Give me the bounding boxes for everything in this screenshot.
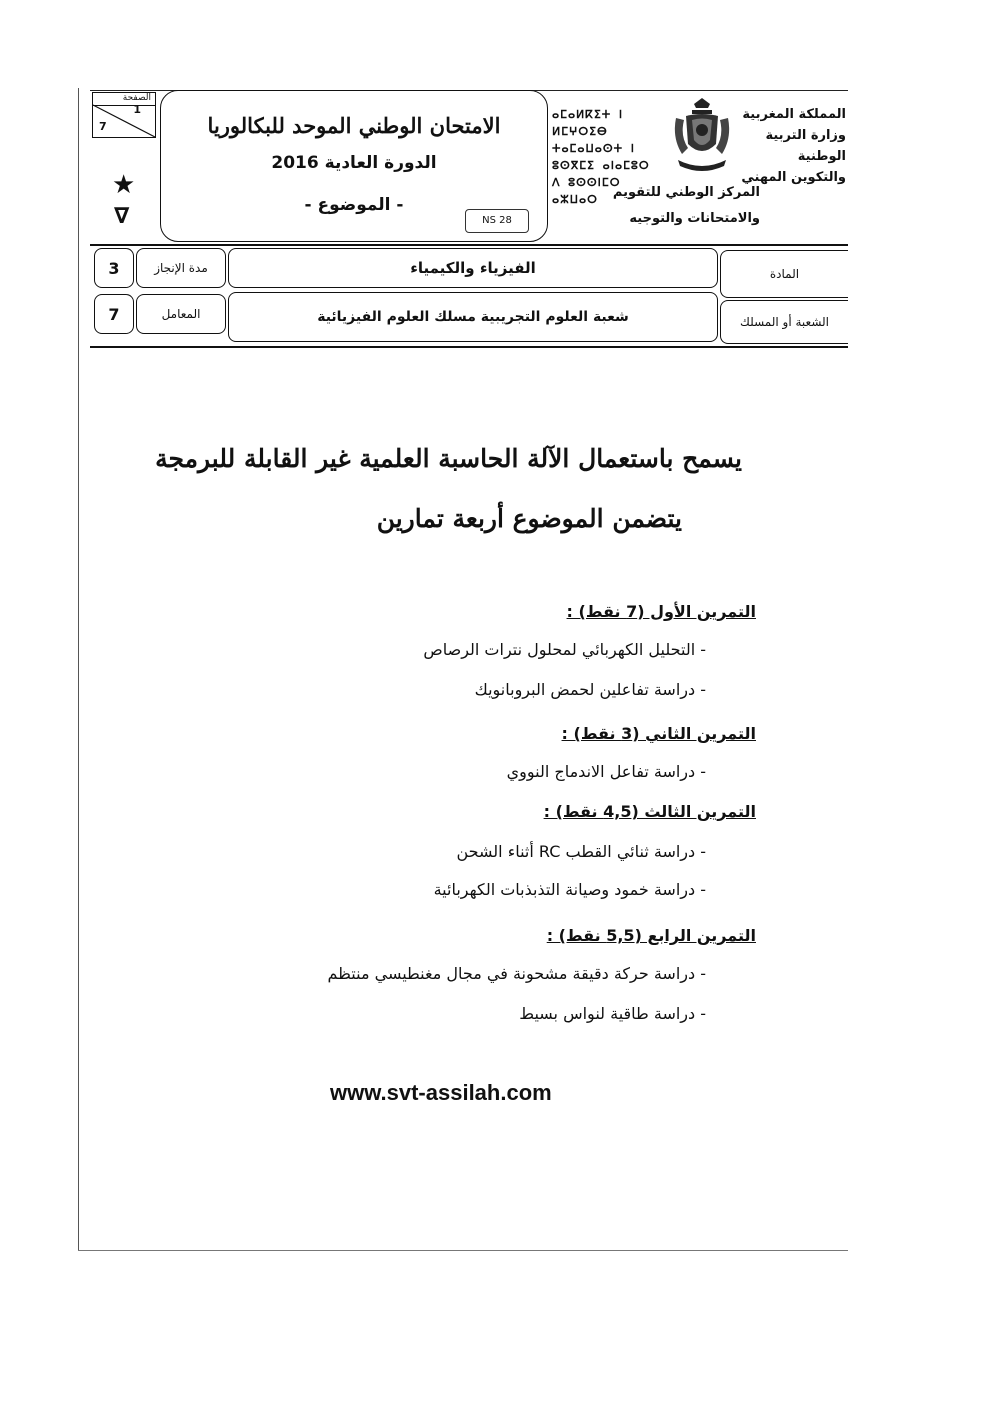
left-border bbox=[78, 88, 79, 1250]
exercise-2-title: التمرين الثاني (3 نقط) : bbox=[561, 724, 756, 743]
track-value: شعبة العلوم التجريبية مسلك العلوم الفيزيائية bbox=[228, 292, 718, 342]
exercise-1-item: - دراسة تفاعلين لحمض البروبانويك bbox=[474, 680, 706, 699]
exam-session: الدورة العادية 2016 bbox=[271, 153, 437, 173]
duration-value: 3 bbox=[94, 248, 134, 288]
coefficient-label: المعامل bbox=[136, 294, 226, 334]
duration-label: مدة الإنجاز bbox=[136, 248, 226, 288]
center-line: المركز الوطني للتقويم bbox=[612, 185, 760, 200]
exercise-count-instruction: يتضمن الموضوع أربعة تمارين bbox=[376, 504, 682, 533]
exam-title: الامتحان الوطني الموحد للبكالوريا bbox=[207, 113, 501, 138]
table-top-rule bbox=[90, 244, 848, 246]
star-icon: ★ bbox=[112, 170, 136, 200]
website-link[interactable]: www.svt-assilah.com bbox=[330, 1080, 552, 1105]
subject-label: المادة bbox=[720, 250, 848, 298]
page-current: 1 bbox=[133, 103, 141, 116]
tifinagh-line: ⴷ ⵓⵙⵙⵏⵎⵔ ⴰⵣⵡⴰⵔ bbox=[552, 176, 621, 206]
evaluation-center-name bbox=[600, 180, 760, 232]
ministry-line: وزارة التربية الوطنية bbox=[765, 128, 846, 164]
exam-code: NS 28 bbox=[465, 209, 529, 233]
center-line: والامتحانات والتوجيه bbox=[629, 211, 760, 226]
ministry-name bbox=[730, 104, 846, 188]
exam-title-box bbox=[160, 90, 548, 242]
subject-heading: - الموضوع - bbox=[304, 195, 404, 215]
subject-value: الفيزياء والكيمياء bbox=[228, 248, 718, 288]
exercise-3-title: التمرين الثالث (4,5 نقط) : bbox=[543, 802, 756, 821]
tifinagh-line: ⴰⵎⴰⵍⴽⵉⵜ ⵏ ⵍⵎⵖⵔⵉⴱ bbox=[552, 108, 624, 138]
calculator-instruction: يسمح باستعمال الآلة الحاسبة العلمية غير القابلة للبرمجة bbox=[155, 444, 742, 473]
page-number-box bbox=[92, 92, 156, 138]
bottom-border bbox=[78, 1250, 848, 1251]
exercise-1-title: التمرين الأول (7 نقط) : bbox=[566, 602, 756, 621]
exercise-3-item: - دراسة ثنائي القطب RC أثناء الشحن bbox=[456, 842, 706, 861]
exercise-4-title: التمرين الرابع (5,5 نقط) : bbox=[546, 926, 756, 945]
tifinagh-line: ⵜⴰⵎⴰⵡⴰⵙⵜ ⵏ ⵓⵙⴳⵎⵉ ⴰⵏⴰⵎⵓⵔ bbox=[552, 142, 650, 172]
page-box-divider bbox=[93, 105, 155, 106]
exercise-2-item: - دراسة تفاعل الاندماج النووي bbox=[506, 762, 706, 781]
ministry-line: المملكة المغربية bbox=[742, 107, 846, 122]
track-label: الشعبة أو المسلك bbox=[720, 300, 848, 344]
ministry-line: والتكوين المهني bbox=[741, 170, 846, 185]
page-label: الصفحة bbox=[122, 93, 151, 103]
exercise-4-item: - دراسة حركة دقيقة مشحونة في مجال مغنطيسي منتظم bbox=[327, 964, 706, 983]
table-bottom-rule bbox=[90, 346, 848, 348]
exercise-3-item: - دراسة خمود وصيانة التذبذبات الكهربائية bbox=[433, 880, 706, 899]
page-total: 7 bbox=[99, 120, 107, 133]
nabla-icon: ∇ bbox=[114, 204, 130, 229]
exercise-4-item: - دراسة طاقية لنواس بسيط bbox=[519, 1004, 706, 1023]
coat-of-arms-icon bbox=[672, 98, 732, 172]
coefficient-value: 7 bbox=[94, 294, 134, 334]
exercise-1-item: - التحليل الكهربائي لمحلول نترات الرصاص bbox=[423, 640, 706, 659]
